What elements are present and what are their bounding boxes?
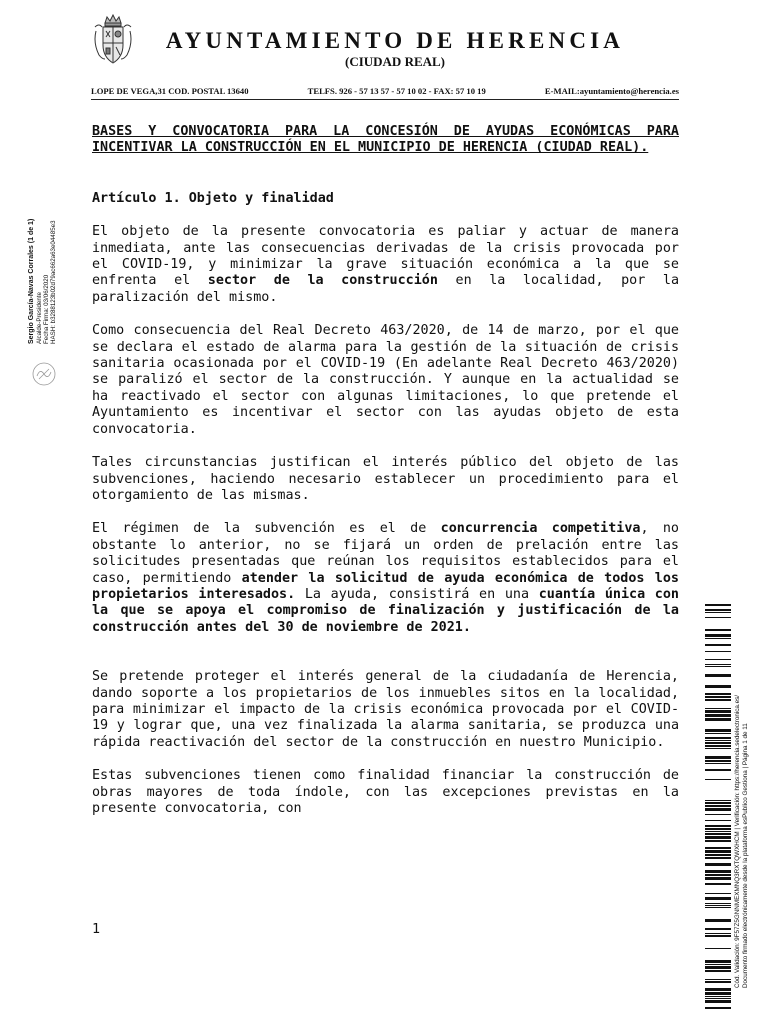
contact-line (91, 86, 679, 96)
barcode-bar (705, 825, 731, 827)
validation-barcode (705, 604, 731, 1012)
paragraph-4 (92, 521, 679, 636)
barcode-bar (705, 828, 731, 830)
verification-platform-text: Documento firmado electrónicamente desde la plataforma esPublico Gestiona | Página 1 de 11 (742, 723, 749, 988)
barcode-bar (705, 664, 731, 665)
barcode-bar (705, 840, 731, 842)
barcode-bar (705, 907, 731, 908)
paragraph-4-bold-b: concurrencia competitiva (440, 521, 641, 537)
barcode-bar (705, 748, 731, 749)
paragraph-1 (92, 224, 679, 306)
verification-code-text: Cód. Validación: 9F57Z5GNNMEXMNQ3RXTQWXHCM | Verificación: https://herencia.sedelectronica.es/ (734, 694, 741, 988)
signer-name: Sergio García-Navas Corrales (1 de 1) (28, 218, 35, 344)
barcode-bar (705, 710, 731, 713)
barcode-bar (705, 854, 731, 856)
document-title: BASES Y CONVOCATORIA PARA LA CONCESIÓN DE AYUDAS ECONÓMICAS PARA INCENTIVAR LA CONSTRUCCIÓN EN EL MUNICIPIO DE HERENCIA (CIUDAD REAL). (92, 124, 679, 156)
barcode-bar (705, 1007, 731, 1009)
barcode-bar (705, 948, 731, 949)
barcode-bar (705, 831, 731, 832)
barcode-bar (705, 970, 731, 972)
barcode-bar (705, 756, 731, 759)
barcode-bar (705, 998, 731, 999)
barcode-bar (705, 696, 731, 698)
barcode-bar (705, 883, 731, 885)
barcode-bar (705, 718, 731, 721)
barcode-bar (705, 833, 731, 835)
barcode-bar (705, 928, 731, 930)
barcode-bar (705, 870, 731, 873)
paragraph-1-bold: sector de la construcción (207, 273, 438, 289)
paragraph-4-text-c: , no obstante lo anterior, no se fijará un orden de prelación entre las solicitudes presentadas que reúnan los requisitos establecidos para el caso, permitiendo (92, 521, 679, 586)
paragraph-1-text-a: El objeto de la presente convocatoria es paliar y actuar de manera inmediata, ante las consecuencias derivadas de la crisis provocada por el COVID-19, y minimizar la grave situación económica a la que se enfrenta el (92, 224, 679, 289)
barcode-bar (705, 874, 731, 876)
barcode-bar (705, 996, 731, 997)
barcode-bar (705, 857, 731, 859)
barcode-bar (705, 779, 731, 780)
barcode-bar (705, 629, 731, 631)
barcode-bar (705, 981, 731, 983)
article-heading: Artículo 1. Objeto y finalidad (92, 190, 334, 206)
barcode-bar (705, 659, 731, 660)
paragraph-4-bold-f: cuantía única con la que se apoya el compromiso de finalización y justificación de la construcción antes del 30 de noviembre de 2021. (92, 586, 679, 635)
signature-seal-icon (30, 360, 58, 388)
barcode-bar (705, 814, 731, 815)
barcode-bar (705, 897, 731, 900)
barcode-bar (705, 933, 731, 934)
barcode-bar (705, 820, 731, 821)
address-text: LOPE DE VEGA,31 COD. POSTAL 13640 (91, 86, 249, 96)
letterhead (0, 0, 770, 104)
barcode-bar (705, 763, 731, 764)
barcode-bar (705, 729, 731, 732)
barcode-bar (705, 644, 731, 646)
organization-region: (CIUDAD REAL) (344, 54, 446, 69)
barcode-bar (705, 905, 731, 906)
barcode-bar (705, 638, 731, 639)
barcode-bar (705, 800, 731, 801)
barcode-bar (705, 966, 731, 969)
paragraph-4-text-a: El régimen de la subvención es el de (92, 521, 441, 537)
barcode-bar (705, 693, 731, 695)
page-number: 1 (92, 922, 101, 937)
barcode-bar (705, 805, 731, 807)
barcode-bar (705, 740, 731, 741)
barcode-bar (705, 850, 731, 853)
organization-name: AYUNTAMIENTO DE HERENCIA (165, 28, 625, 53)
barcode-bar (705, 988, 731, 991)
barcode-bar (705, 708, 731, 709)
barcode-bar (705, 742, 731, 744)
phone-text: TELFS. 926 - 57 13 57 - 57 10 02 - FAX: 57 10 19 (307, 86, 486, 96)
paragraph-1-text-c: en la localidad, por la paralización del mismo. (92, 273, 680, 305)
barcode-bar (705, 612, 731, 613)
barcode-bar (705, 935, 731, 937)
barcode-bar (705, 769, 731, 771)
barcode-bar (705, 802, 731, 804)
signature-hash: HASH: b3288123b02d79ac662a63e04485e3 (50, 220, 57, 344)
barcode-bar (705, 651, 731, 652)
signature-stamp (24, 178, 68, 410)
paragraph-6: Estas subvenciones tienen como finalidad financiar la construcción de obras mayores de toda índole, con las excepciones previstas en la presente convocatoria, con (92, 768, 679, 816)
municipal-crest-icon (93, 13, 133, 67)
barcode-bar (705, 992, 731, 995)
barcode-bar (705, 847, 731, 849)
barcode-bar (705, 604, 731, 606)
barcode-bar (705, 733, 731, 734)
header-divider (91, 99, 679, 100)
paragraph-4-text-e: La ayuda, consistirá en una (295, 586, 539, 602)
barcode-bar (705, 666, 731, 667)
barcode-bar (705, 836, 731, 839)
barcode-bar (705, 737, 731, 739)
barcode-bar (705, 863, 731, 866)
barcode-bar (705, 760, 731, 762)
barcode-bar (705, 634, 731, 637)
barcode-bar (705, 903, 731, 904)
barcode-bar (705, 893, 731, 894)
barcode-bar (705, 1000, 731, 1003)
barcode-bar (705, 714, 731, 717)
paragraph-4-bold-d: atender la solicitud de ayuda económica de todos los propietarios interesados. (92, 570, 679, 602)
signature-details (24, 178, 68, 348)
paragraph-3: Tales circunstancias justifican el interés público del objeto de las subvenciones, haciendo necesario establecer un procedimiento para el otorgamiento de las mismas. (92, 455, 679, 503)
email-text: E-MAIL:ayuntamiento@herencia.es (544, 86, 679, 96)
barcode-bar (705, 674, 731, 677)
barcode-bar (705, 960, 731, 963)
barcode-bar (705, 979, 731, 980)
signature-date: Fecha Firma: 03/06/2020 (43, 274, 50, 344)
verification-footer (732, 648, 754, 988)
barcode-bar (705, 699, 731, 701)
barcode-bar (705, 685, 731, 688)
signer-role: Alcalde-Presidente (36, 292, 43, 344)
paragraph-2: Como consecuencia del Real Decreto 463/2020, de 14 de marzo, por el que se declara el estado de alarma para la gestión de la situación de crisis sanitaria ocasionada por el COVID-19 (En adelante Real Decreto 463/2020) se paralizó el sector de la construcción. Y aunque en la actualidad se ha reactivado el sector con algunas limitaciones, lo que pretende el Ayuntamiento es incentivar el sector con las ayudas objeto de esta convocatoria. (92, 323, 679, 437)
barcode-bar (705, 617, 731, 618)
barcode-bar (705, 609, 731, 611)
barcode-bar (705, 964, 731, 965)
paragraph-5: Se pretende proteger el interés general de la ciudadanía de Herencia, dando soporte a los propietarios de los inmuebles sitos en la localidad, para minimizar el impacto de la crisis económica provocada por el COVID-19 y lograr que, una vez finalizada la alarma sanitaria, se produzca una rápida reactivación del sector de la construcción en nuestro Municipio. (92, 669, 679, 750)
barcode-bar (705, 877, 731, 880)
document-body (92, 124, 679, 817)
barcode-bar (705, 808, 731, 811)
barcode-bar (705, 745, 731, 747)
barcode-bar (705, 919, 731, 922)
